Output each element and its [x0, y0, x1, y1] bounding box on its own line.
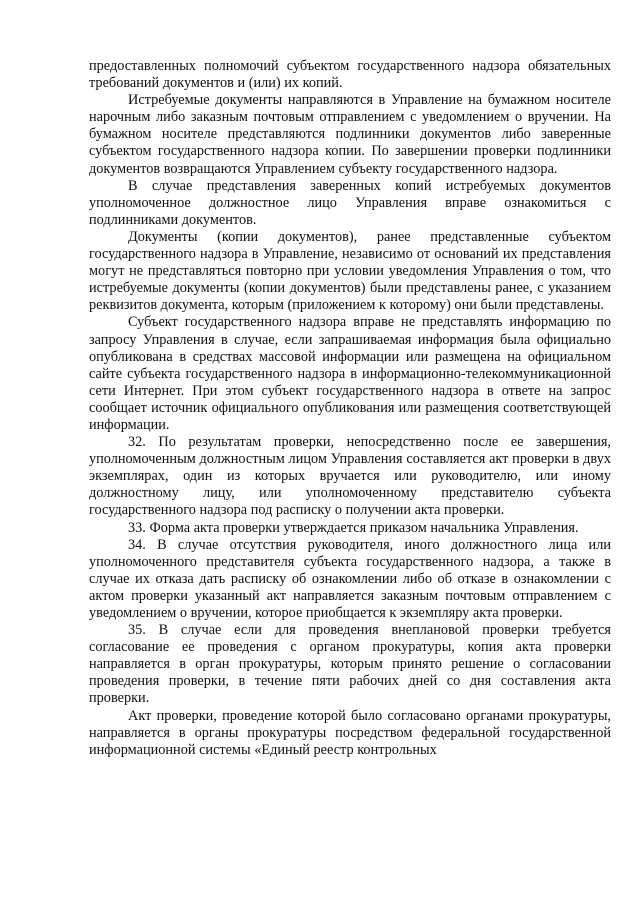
- paragraph-2: Истребуемые документы направляются в Управление на бумажном носителе нарочным либо заказным почтовым отправлением с уведомлением о вручении. На бумажном носителе представляются подлинники документов либо заверенные субъектом государственного надзора копии. По завершении проверки подлинники документов возвращаются Управлением субъекту государственного надзора.: [89, 92, 611, 177]
- paragraph-item-34: 34. В случае отсутствия руководителя, иного должностного лица или уполномоченного представителя субъекта государственного надзора, а также в случае их отказа дать расписку об ознакомлении либо об отказе в ознакомлении с актом проверки указанный акт направляется заказным почтовым отправлением с уведомлением о вручении, которое приобщается к экземпляру акта проверки.: [89, 536, 611, 621]
- paragraph-item-32: 32. По результатам проверки, непосредственно после ее завершения, уполномоченным должностным лицом Управления составляется акт проверки в двух экземплярах, один из которых вручается или руководителю, или иному должностному лицу, или уполномоченному представителю субъекта государственного надзора под расписку о получении акта проверки.: [89, 434, 611, 519]
- paragraph-10: Акт проверки, проведение которой было согласовано органами прокуратуры, направляется в органы прокуратуры посредством федеральной государственной информационной системы «Единый реестр контрольных: [89, 707, 611, 758]
- paragraph-1: предоставленных полномочий субъектом государственного надзора обязательных требований документов и (или) их копий.: [89, 58, 611, 92]
- paragraph-5: Субъект государственного надзора вправе не представлять информацию по запросу Управления в случае, если запрашиваемая информация была официально опубликована в средствах массовой информации или размещена на официальном сайте субъекта государственного надзора в информационно-телекоммуникационной сети Интернет. При этом субъект государственного надзора в ответе на запрос сообщает источник официального опубликования или размещения соответствующей информации.: [89, 314, 611, 433]
- paragraph-item-35: 35. В случае если для проведения внеплановой проверки требуется согласование ее проведения с органом прокуратуры, копия акта проверки направляется в орган прокуратуры, которым принято решение о согласовании проведения проверки, в течение пяти рабочих дней со дня составления акта проверки.: [89, 622, 611, 707]
- paragraph-item-33: 33. Форма акта проверки утверждается приказом начальника Управления.: [128, 519, 579, 536]
- paragraph-3: В случае представления заверенных копий истребуемых документов уполномоченное должностное лицо Управления вправе ознакомиться с подлинниками документов.: [89, 177, 611, 228]
- paragraph-4: Документы (копии документов), ранее представленные субъектом государственного надзора в Управление, независимо от оснований их представления могут не представляться повторно при условии уведомления Управления о том, что истребуемые документы (копии документов) были представлены ранее, с указанием реквизитов документа, которым (приложением к которому) они были представлены.: [89, 228, 611, 314]
- document-page: [89, 58, 611, 759]
